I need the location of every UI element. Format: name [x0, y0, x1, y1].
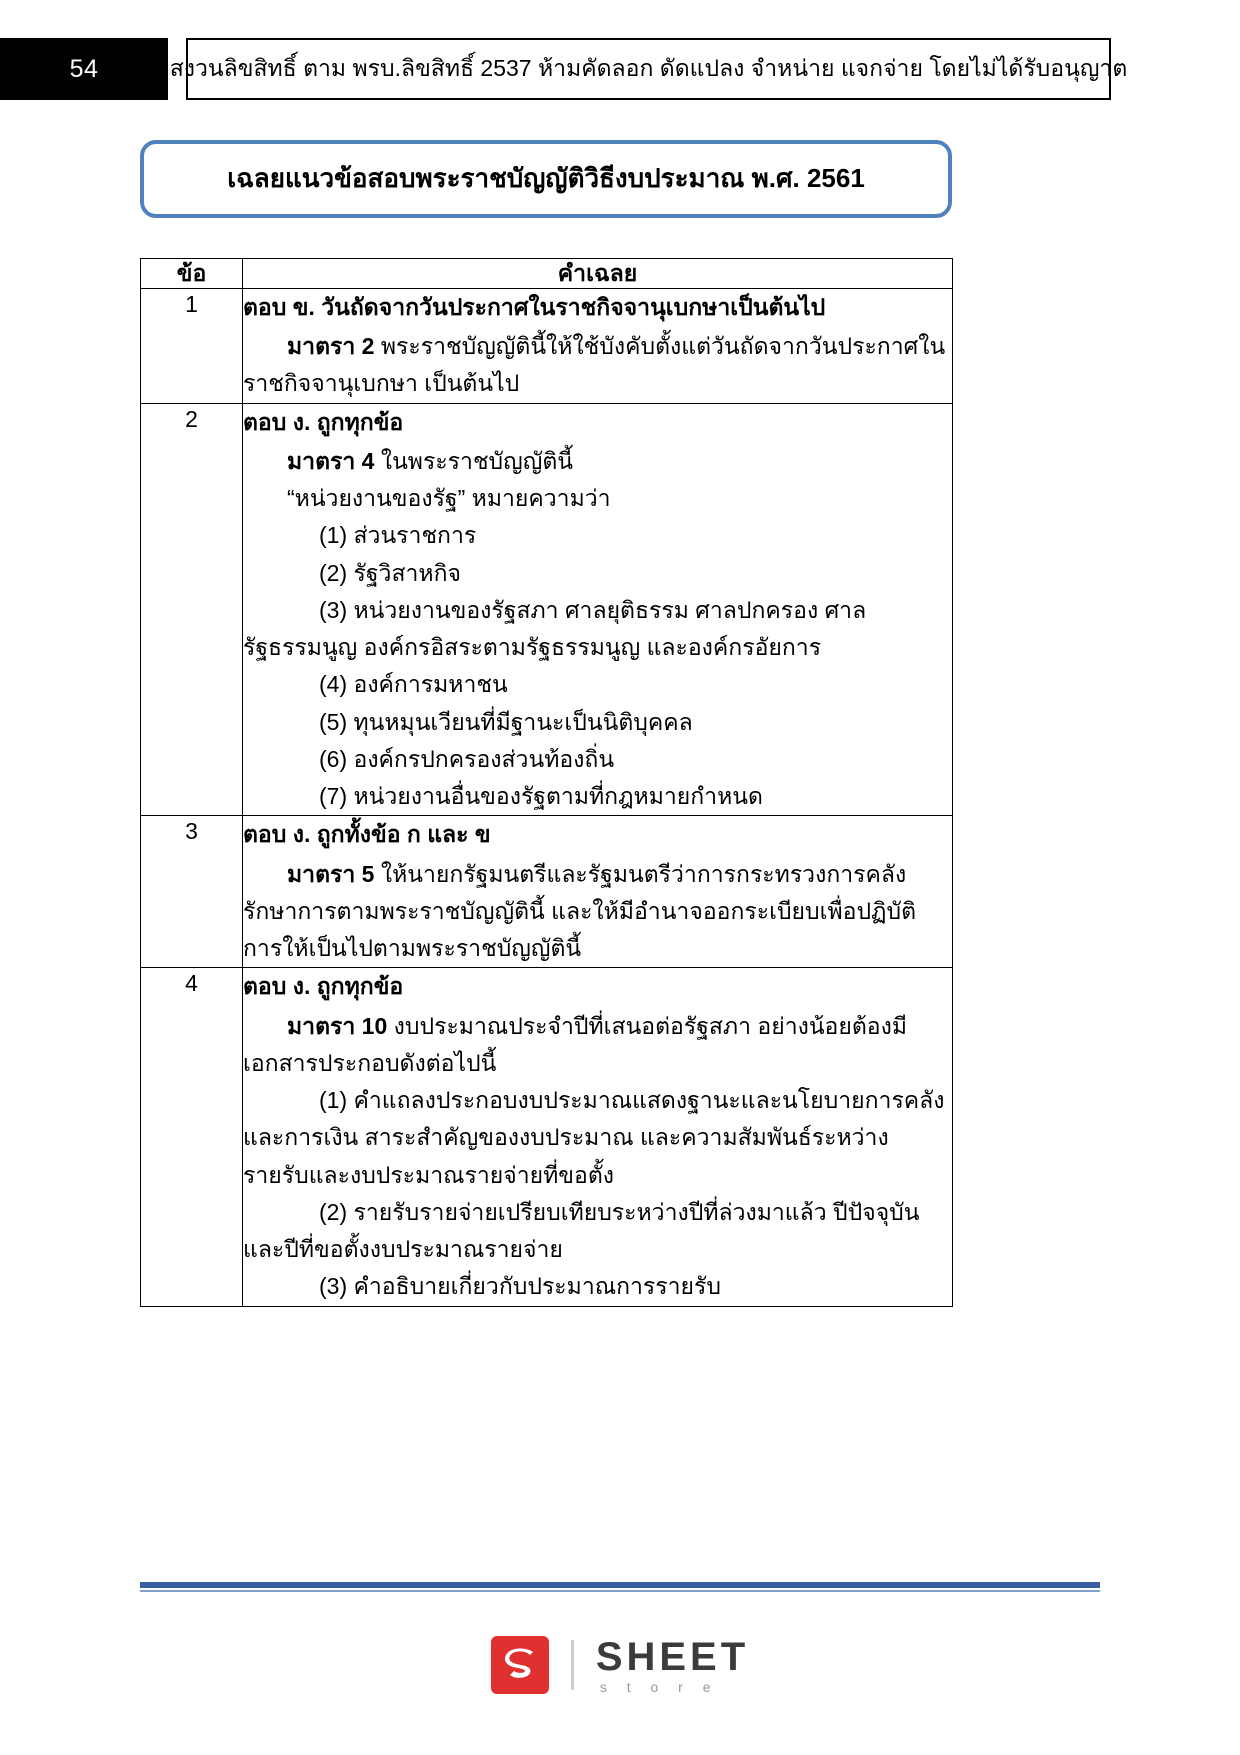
answer-paragraph: “หน่วยงานของรัฐ” หมายความว่า — [287, 485, 611, 511]
answer-key-table — [140, 258, 953, 1307]
answer-heading: ตอบ ง. ถูกทั้งข้อ ก และ ข — [243, 821, 491, 848]
row-number-cell: 2 — [141, 403, 243, 816]
page-number-text: 54 — [69, 54, 99, 83]
page-title: เฉลยแนวข้อสอบพระราชบัญญัติวิธีงบประมาณ พ.ศ. 2561 — [227, 163, 865, 194]
answer-paragraph: มาตรา 4 ในพระราชบัญญัตินี้ — [287, 447, 574, 474]
table-body — [141, 288, 953, 1306]
table-row — [141, 816, 953, 968]
column-header-answer: คำเฉลย — [243, 259, 953, 289]
row-answer-cell — [243, 288, 953, 403]
answer-sub-item: (5) ทุนหมุนเวียนที่มีฐานะเป็นนิติบุคคล — [319, 708, 693, 735]
footer-logo — [0, 1636, 1240, 1694]
row-number-cell: 4 — [141, 968, 243, 1306]
answer-paragraph: มาตรา 10 งบประมาณประจำปีที่เสนอต่อรัฐสภา อย่างน้อยต้องมีเอกสารประกอบดังต่อไปนี้ — [243, 1012, 907, 1076]
copyright-notice-box — [169, 38, 1128, 100]
section-label: มาตรา 5 — [287, 860, 375, 887]
table-row — [141, 968, 953, 1306]
row-answer-cell — [243, 403, 953, 816]
answer-sub-item: (3) คำอธิบายเกี่ยวกับประมาณการรายรับ — [319, 1273, 721, 1300]
logo-subtext: s t o r e — [599, 1678, 719, 1695]
page-number-badge — [0, 38, 168, 100]
section-label: มาตรา 2 — [287, 333, 375, 359]
answer-sub-item: (4) องค์การมหาชน — [319, 671, 508, 698]
table-row — [141, 403, 953, 816]
document-title-box — [140, 140, 952, 218]
answer-paragraph: มาตรา 2 พระราชบัญญัตินี้ให้ใช้บังคับตั้งแต่วันถัดจากวันประกาศในราชกิจจานุเบกษา เป็นต้นไป — [243, 333, 946, 397]
page-header — [0, 38, 1240, 100]
footer-divider-thick — [140, 1582, 1100, 1588]
row-answer-cell — [243, 816, 953, 968]
logo-text-block — [595, 1634, 750, 1695]
answer-sub-item: (2) รัฐวิสาหกิจ — [319, 559, 461, 586]
logo-word: SHEET — [595, 1634, 750, 1679]
table-header-row — [141, 259, 953, 289]
column-header-number: ข้อ — [141, 259, 243, 289]
answer-sub-item: (7) หน่วยงานอื่นของรัฐตามที่กฎหมายกำหนด — [319, 783, 763, 809]
answer-sub-item: (1) ส่วนราชการ — [319, 522, 477, 549]
table-row — [141, 288, 953, 403]
row-number-cell: 1 — [141, 288, 243, 403]
answer-sub-item: (2) รายรับรายจ่ายเปรียบเทียบระหว่างปีที่ล่วงมาแล้ว ปีปัจจุบัน และปีที่ขอตั้งงบประมาณรายจ่าย — [243, 1198, 920, 1262]
logo-divider — [571, 1640, 574, 1690]
footer-divider-thin — [140, 1590, 1100, 1592]
row-answer-cell — [243, 968, 953, 1306]
s-letter-icon — [491, 1636, 549, 1694]
answer-sub-item: (1) คำแถลงประกอบงบประมาณแสดงฐานะและนโยบายการคลังและการเงิน สาระสำคัญของงบประมาณ และความสัมพันธ์ระหว่างรายรับและงบประมาณรายจ่ายที่ขอตั้ง — [243, 1087, 945, 1188]
section-label: มาตรา 4 — [287, 447, 375, 474]
row-number-cell: 3 — [141, 816, 243, 968]
answer-heading: ตอบ ง. ถูกทุกข้อ — [243, 408, 404, 435]
answer-heading: ตอบ ง. ถูกทุกข้อ — [243, 973, 404, 1000]
answer-heading: ตอบ ข. วันถัดจากวันประกาศในราชกิจจานุเบกษาเป็นต้นไป — [243, 293, 826, 320]
copyright-text: สงวนลิขสิทธิ์ ตาม พรบ.ลิขสิทธิ์ 2537 ห้ามคัดลอก ดัดแปลง จำหน่าย แจกจ่าย โดยไม่ได้รับอนุญาต — [169, 55, 1128, 82]
answer-paragraph: มาตรา 5 ให้นายกรัฐมนตรีและรัฐมนตรีว่าการกระทรวงการคลังรักษาการตามพระราชบัญญัตินี้ และให้มีอำนาจออกระเบียบเพื่อปฏิบัติการให้เป็นไปตามพระราชบัญญัตินี้ — [243, 860, 917, 961]
section-label: มาตรา 10 — [287, 1012, 388, 1039]
answer-sub-item: (6) องค์กรปกครองส่วนท้องถิ่น — [319, 745, 615, 772]
answer-sub-item: (3) หน่วยงานของรัฐสภา ศาลยุติธรรม ศาลปกครอง ศาลรัฐธรรมนูญ องค์กรอิสระตามรัฐธรรมนูญ และองค์กรอัยการ — [243, 596, 867, 660]
